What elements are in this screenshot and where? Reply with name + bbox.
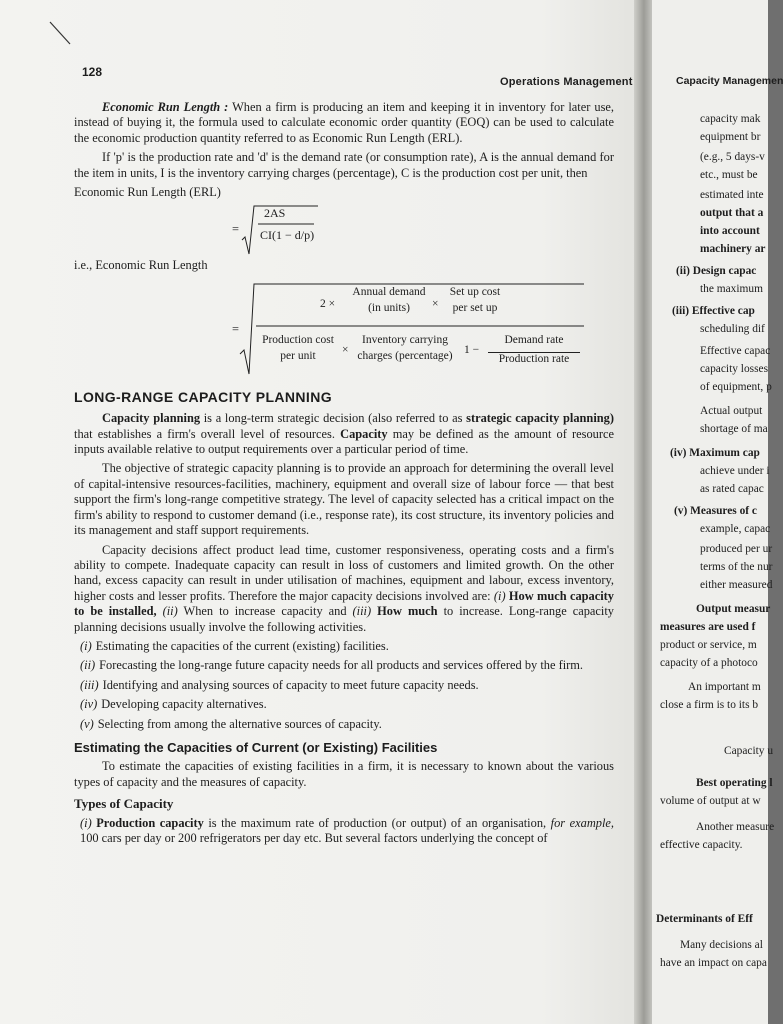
production-capacity-item xyxy=(80,816,614,847)
item-number: (i) xyxy=(80,815,92,830)
decisions-paragraph xyxy=(74,543,614,635)
right-page-line: product or service, m xyxy=(660,639,757,651)
right-page-line: Another measure xyxy=(696,821,775,833)
right-page-line: achieve under i xyxy=(700,465,770,477)
objective-paragraph: The objective of strategic capacity planning is to provide an approach for determining the overall level of capital-intensive resources-facilities, machinery, equipment and overall size of labour force — that best support the firm's long-range competitive strategy. The level of capacity selected has a critical impact on the firm's ability to respond to customer demand (i.e., response rate), its cost structure, its inventory policies and its management and staff support requirements. xyxy=(74,461,614,538)
right-page-line: output that a xyxy=(700,207,764,219)
ie-prefix: i.e., xyxy=(74,258,93,273)
right-page-line: close a firm is to its b xyxy=(660,699,759,711)
p3-a: Capacity decisions affect product lead time, customer responsiveness, operating costs and a firm's ability to compete. Inadequate capacity can result in loss of customers and limited growth. On the other hand, excess capacity can result in under utilisation of machines, equipment and labour, excess inventory, higher costs and lesser profits. Therefore the major capacity decisions involved are: xyxy=(74,542,614,603)
f2-two: 2 × xyxy=(320,297,336,310)
right-page-line: capacity of a photoco xyxy=(660,657,758,669)
f2-setup-cost: Set up cost xyxy=(449,285,501,298)
formula-numerator: 2AS xyxy=(264,206,286,221)
f2-one-minus: 1 − xyxy=(464,343,480,356)
erl-label: Economic Run Length (ERL) xyxy=(74,185,221,200)
list-text: Selecting from among the alternative sources of capacity. xyxy=(97,716,382,731)
right-page-line: effective capacity. xyxy=(660,839,743,851)
item-a: is the maximum rate of production (or output) of an organisation, xyxy=(208,815,547,830)
right-page-line: An important m xyxy=(688,681,761,693)
list-number: (iii) xyxy=(80,677,99,692)
item-c: 100 cars per day or 200 refrigerators per day etc. But several factors underlying the concept of xyxy=(80,831,548,845)
list-item xyxy=(80,717,614,732)
erl-intro: When a firm is producing an item and keeping it in inventory for later use, instead of buying it, the formula used to calculate economic order quantity (EOQ) can be used to calculate the economic production quantity referred to as Economic Run Length (ERL). xyxy=(74,100,614,145)
section-title: LONG-RANGE CAPACITY PLANNING xyxy=(74,388,333,405)
right-page-line: either measured xyxy=(700,579,773,591)
formula-denominator: CI(1 − d/p) xyxy=(260,228,315,243)
list-text: Estimating the capacities of the current (existing) facilities. xyxy=(95,638,389,653)
list-text: Developing capacity alternatives. xyxy=(101,697,267,712)
ie-line xyxy=(74,258,614,273)
list-number: (i) xyxy=(80,638,92,653)
right-page-line: (e.g., 5 days-v xyxy=(700,151,765,163)
page-number: 128 xyxy=(82,65,103,79)
right-page-line: (ii) Design capac xyxy=(676,265,757,277)
right-page-line: terms of the nur xyxy=(700,561,773,573)
right-page-line: Output measur xyxy=(696,603,771,615)
f2-in-units: (in units) xyxy=(368,301,410,314)
right-page-line: Actual output xyxy=(700,405,763,417)
erl-expanded-formula xyxy=(74,280,614,376)
f2-per-setup: per set up xyxy=(452,301,498,314)
right-page-line: as rated capac xyxy=(700,483,764,495)
term-production-capacity: Production capacity xyxy=(96,815,204,830)
right-page-line: of equipment, p xyxy=(700,381,772,393)
p3-iii: (iii) xyxy=(352,604,372,619)
erl-term: Economic Run Length : xyxy=(102,100,229,114)
estimating-title: Estimating the Capacities of Current (or Existing) Facilities xyxy=(74,739,438,755)
p1-c: may be defined as the amount of resource inputs available relative to output requirements over a particular period of time. xyxy=(74,426,614,457)
p3-end: to increase. Long-range capacity planning decisions usually involve the following activities. xyxy=(74,604,614,634)
right-page-line: machinery ar xyxy=(700,243,766,255)
estimating-paragraph: To estimate the capacities of existing facilities in a firm, it is necessary to known about the various types of capacity and the measures of capacity. xyxy=(74,759,614,789)
right-page-line: measures are used f xyxy=(660,621,756,633)
right-running-head: Capacity Managemen xyxy=(676,75,783,87)
right-page-line: scheduling dif xyxy=(700,323,765,335)
right-page-line: estimated inte xyxy=(700,189,764,201)
term-capacity: Capacity xyxy=(340,426,388,441)
f2-demand-rate: Demand rate xyxy=(504,333,564,346)
right-page-line: volume of output at w xyxy=(660,795,761,807)
f2-inventory-carrying: Inventory carrying xyxy=(362,333,448,346)
right-page xyxy=(652,0,783,1024)
right-page-line: produced per ur xyxy=(700,543,773,555)
types-title: Types of Capacity xyxy=(74,796,174,812)
list-item xyxy=(80,658,614,673)
f2-charges: charges (percentage) xyxy=(357,349,453,362)
erl-definitions: If 'p' is the production rate and 'd' is the demand rate (or consumption rate), A is the annual demand for the item in units, I is the inventory carrying charges (percentage), C is the production cost per unit, then xyxy=(74,150,614,180)
right-page-line: example, capac xyxy=(700,523,771,535)
f2-production-rate: Production rate xyxy=(488,352,580,366)
list-item xyxy=(80,678,614,693)
right-page-line: Many decisions al xyxy=(680,939,763,951)
p3-i-b: How much capacity to be installed, xyxy=(74,588,614,619)
p1-a: is a long-term strategic decision (also referred to as xyxy=(203,411,463,426)
right-page-line: Capacity u xyxy=(724,745,774,757)
f2-times-2: × xyxy=(342,343,349,356)
equals-sign-2: = xyxy=(232,321,239,336)
f2-production-cost: Production cost xyxy=(262,333,334,346)
list-number: (iv) xyxy=(80,697,98,712)
list-text: Forecasting the long-range future capacity needs for all products and services offered by the firm. xyxy=(99,658,583,673)
equals-sign: = xyxy=(232,222,239,237)
right-page-line: Best operating l xyxy=(696,777,773,789)
running-head: Operations Management xyxy=(500,76,633,88)
right-page-line: Determinants of Eff xyxy=(656,913,753,925)
right-page-line: the maximum xyxy=(700,283,763,295)
right-page-line: into account xyxy=(700,225,760,237)
capacity-definition xyxy=(74,411,614,457)
right-page-line: Effective capac xyxy=(700,345,771,357)
right-page-line: (iii) Effective cap xyxy=(672,305,755,317)
pen-mark xyxy=(48,18,82,52)
activities-list xyxy=(74,639,614,732)
p3-ii-t: When to increase capacity and xyxy=(183,604,347,619)
f2-times-1: × xyxy=(432,297,439,310)
f2-per-unit: per unit xyxy=(280,349,316,362)
right-page-line: (v) Measures of c xyxy=(674,505,757,517)
list-number: (ii) xyxy=(80,658,96,673)
right-page-line: equipment br xyxy=(700,131,761,143)
right-page-line: shortage of ma xyxy=(700,423,768,435)
list-item xyxy=(80,697,614,712)
p1-b: that establishes a firm's overall level of resources. xyxy=(74,426,335,441)
item-example: for example, xyxy=(550,815,614,830)
right-page-line: etc., must be xyxy=(700,169,758,181)
list-number: (v) xyxy=(80,716,94,731)
f2-annual-demand: Annual demand xyxy=(352,285,426,298)
list-item xyxy=(80,639,614,654)
p3-iii-b: How much xyxy=(377,604,438,619)
term-strategic: strategic capacity planning) xyxy=(466,411,614,426)
right-page-line: capacity mak xyxy=(700,113,761,125)
term-capacity-planning: Capacity planning xyxy=(102,411,201,426)
p3-i: (i) xyxy=(493,588,506,603)
page-content xyxy=(74,100,614,850)
list-text: Identifying and analysing sources of capacity to meet future capacity needs. xyxy=(102,677,479,692)
p3-ii: (ii) xyxy=(162,604,178,619)
ie-label: Economic Run Length xyxy=(95,258,208,273)
right-page-line: capacity losses xyxy=(700,363,769,375)
right-page-line: (iv) Maximum cap xyxy=(670,447,760,459)
erl-paragraph xyxy=(74,100,614,146)
erl-formula xyxy=(74,204,614,258)
right-page-line: have an impact on capa xyxy=(660,957,767,969)
